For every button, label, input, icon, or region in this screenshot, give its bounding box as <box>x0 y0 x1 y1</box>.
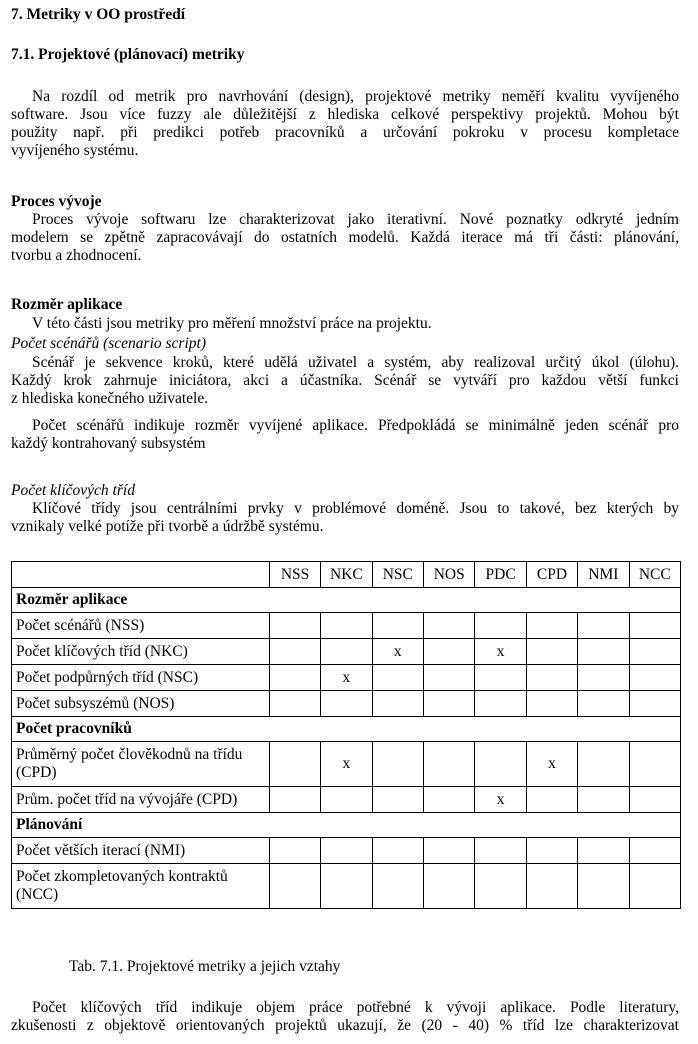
column-header: CPD <box>526 562 577 588</box>
empty-cell <box>629 864 680 909</box>
group-label: Rozměr aplikace <box>12 588 681 613</box>
row-label: Počet klíčových tříd (NKC) <box>12 639 270 665</box>
empty-cell <box>526 838 577 864</box>
relation-mark: x <box>321 665 372 691</box>
text-line: V této části jsou metriky pro měření množství práce na projektu. <box>32 315 432 332</box>
text-line: Klíčové třídy jsou centrálními prvky v problémové doméně. Jsou to takové, bez kterých by <box>32 500 679 517</box>
text-line: z hlediska konečného uživatele. <box>11 390 209 407</box>
empty-cell <box>629 742 680 787</box>
row-label: Počet větších iterací (NMI) <box>12 838 270 864</box>
empty-cell <box>269 691 320 717</box>
empty-cell <box>424 639 475 665</box>
empty-cell <box>475 864 526 909</box>
table-caption: Tab. 7.1. Projektové metriky a jejich vztahy <box>69 958 341 975</box>
footer-paragraph <box>11 999 679 1035</box>
row-label: Průměrný počet člověkodnů na třídu (CPD) <box>12 742 270 787</box>
empty-cell <box>372 864 423 909</box>
column-header: NSC <box>372 562 423 588</box>
empty-cell <box>372 613 423 639</box>
text-line: vyvíjeného systému. <box>11 142 139 159</box>
empty-cell <box>269 787 320 813</box>
scenario-paragraph-2 <box>11 417 679 453</box>
empty-cell <box>424 864 475 909</box>
empty-cell <box>321 691 372 717</box>
empty-cell <box>372 838 423 864</box>
empty-cell <box>321 787 372 813</box>
empty-cell <box>424 691 475 717</box>
table-row <box>12 838 681 864</box>
text-line: Počet klíčových tříd indikuje objem práce potřebné k vývoji aplikace. Podle literatury, <box>32 999 679 1016</box>
column-header: NCC <box>629 562 680 588</box>
table-group-row <box>12 813 681 838</box>
row-label: Počet podpůrných tříd (NSC) <box>12 665 270 691</box>
corner-cell <box>12 562 270 588</box>
text-line: Na rozdíl od metrik pro navrhování (design), projektové metriky neměří kvalitu vyvíjeného <box>32 88 679 105</box>
table-row <box>12 864 681 909</box>
empty-cell <box>321 639 372 665</box>
group-label: Plánování <box>12 813 681 838</box>
process-title: Proces vývoje <box>11 193 102 210</box>
relation-mark: x <box>526 742 577 787</box>
empty-cell <box>578 864 629 909</box>
empty-cell <box>269 639 320 665</box>
empty-cell <box>269 742 320 787</box>
empty-cell <box>475 665 526 691</box>
table-row <box>12 742 681 787</box>
empty-cell <box>526 613 577 639</box>
relation-mark: x <box>475 639 526 665</box>
key-classes-title: Počet klíčových tříd <box>11 482 135 499</box>
text-line: Proces vývoje softwaru lze charakterizovat jako iterativní. Nové poznatky odkryté jedním <box>32 211 679 228</box>
empty-cell <box>269 613 320 639</box>
relation-mark: x <box>321 742 372 787</box>
row-label: Počet zkompletovaných kontraktů (NCC) <box>12 864 270 909</box>
scenario-title: Počet scénářů (scenario script) <box>11 335 206 352</box>
scenario-paragraph <box>11 354 679 408</box>
empty-cell <box>424 613 475 639</box>
row-label: Počet scénářů (NSS) <box>12 613 270 639</box>
table-header-row <box>12 562 681 588</box>
text-line: Počet scénářů indikuje rozměr vyvíjené aplikace. Předpokládá se minimálně jeden scénář pro <box>32 417 679 434</box>
empty-cell <box>372 787 423 813</box>
empty-cell <box>526 864 577 909</box>
table-row <box>12 787 681 813</box>
empty-cell <box>424 838 475 864</box>
empty-cell <box>424 742 475 787</box>
text-line: použity např. při predikci potřeb pracovníků a určování pokroku v procesu kompletace <box>11 124 679 141</box>
text-line: software. Jsou více fuzzy ale důležitější z hlediska celkové perspektivy projektů. Mohou být <box>11 106 679 123</box>
empty-cell <box>321 838 372 864</box>
size-line <box>11 315 679 333</box>
empty-cell <box>475 838 526 864</box>
column-header: NSS <box>269 562 320 588</box>
empty-cell <box>475 613 526 639</box>
section-heading: 7.1. Projektové (plánovací) metriky <box>11 46 245 63</box>
table-group-row <box>12 717 681 742</box>
empty-cell <box>629 639 680 665</box>
row-label: Počet subsyszémů (NOS) <box>12 691 270 717</box>
empty-cell <box>578 691 629 717</box>
empty-cell <box>372 691 423 717</box>
relation-mark: x <box>372 639 423 665</box>
empty-cell <box>578 613 629 639</box>
text-line: tvorbu a zhodnocení. <box>11 247 142 264</box>
empty-cell <box>321 613 372 639</box>
row-label: Prům. počet tříd na vývojáře (CPD) <box>12 787 270 813</box>
text-line: Scénář je sekvence kroků, které udělá uživatel a systém, aby realizoval určitý úkol (úlohu). <box>32 354 679 371</box>
empty-cell <box>475 691 526 717</box>
empty-cell <box>526 639 577 665</box>
column-header: NKC <box>321 562 372 588</box>
empty-cell <box>629 691 680 717</box>
empty-cell <box>578 665 629 691</box>
empty-cell <box>372 742 423 787</box>
empty-cell <box>629 787 680 813</box>
intro-paragraph <box>11 88 679 160</box>
empty-cell <box>578 838 629 864</box>
chapter-heading: 7. Metriky v OO prostředí <box>11 6 186 23</box>
empty-cell <box>269 665 320 691</box>
key-classes-paragraph <box>11 500 679 536</box>
empty-cell <box>475 742 526 787</box>
empty-cell <box>269 864 320 909</box>
empty-cell <box>526 691 577 717</box>
empty-cell <box>424 787 475 813</box>
empty-cell <box>372 665 423 691</box>
table-row <box>12 665 681 691</box>
text-line: vznikaly velké potíže při tvorbě a údržbě systému. <box>11 518 324 535</box>
text-line: zkušenosti z objektově orientovaných projektů ukazují, že (20 - 40) % tříd lze charakterizovat <box>11 1017 679 1034</box>
text-line: Každý krok zahrnuje iniciátora, akci a účastníka. Scénář se vytváří pro každou větší funkci <box>11 372 679 389</box>
column-header: NOS <box>424 562 475 588</box>
table-row <box>12 639 681 665</box>
empty-cell <box>629 838 680 864</box>
table-group-row <box>12 588 681 613</box>
empty-cell <box>321 864 372 909</box>
text-line: modelem se zpětně zapracovávají do ostatních modelů. Každá iterace má tři části: plánování, <box>11 229 679 246</box>
empty-cell <box>578 742 629 787</box>
empty-cell <box>424 665 475 691</box>
table-row <box>12 691 681 717</box>
group-label: Počet pracovníků <box>12 717 681 742</box>
column-header: NMI <box>578 562 629 588</box>
relation-mark: x <box>475 787 526 813</box>
empty-cell <box>578 787 629 813</box>
empty-cell <box>269 838 320 864</box>
table-row <box>12 613 681 639</box>
size-title: Rozměr aplikace <box>11 296 123 313</box>
empty-cell <box>526 665 577 691</box>
process-paragraph <box>11 211 679 265</box>
empty-cell <box>629 613 680 639</box>
empty-cell <box>629 665 680 691</box>
column-header: PDC <box>475 562 526 588</box>
empty-cell <box>578 639 629 665</box>
text-line: každý kontrahovaný subsystém <box>11 435 206 452</box>
empty-cell <box>526 787 577 813</box>
metrics-table <box>11 561 681 909</box>
